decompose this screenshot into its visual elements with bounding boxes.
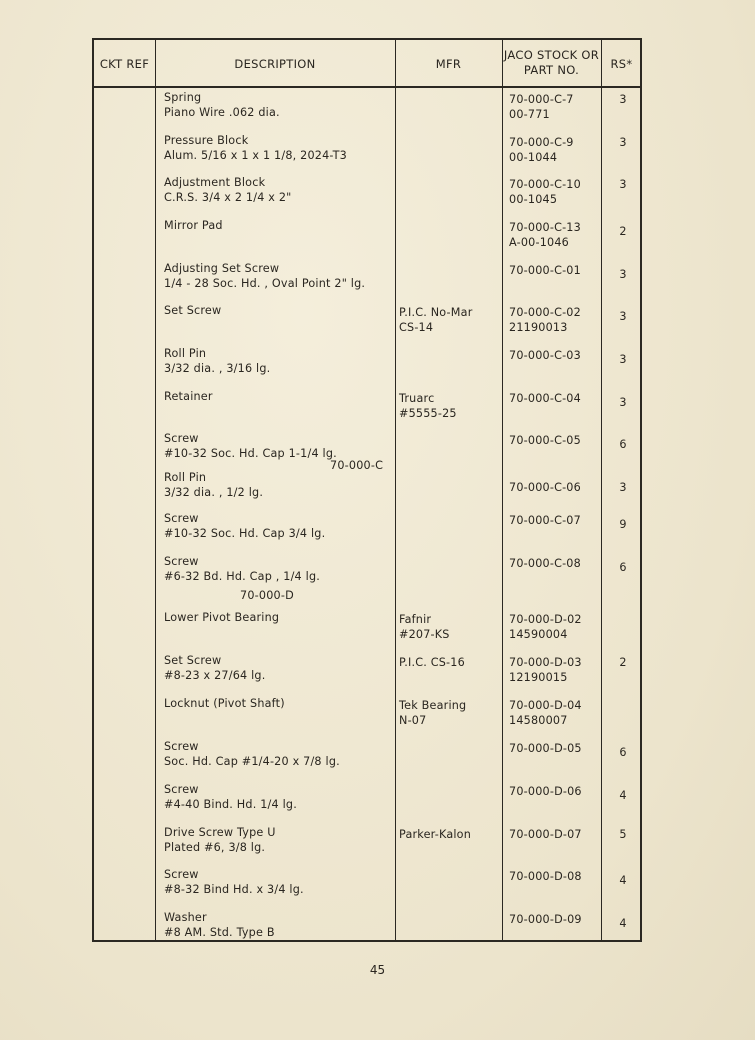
description-line1: Adjusting Set Screw: [164, 262, 280, 275]
description-line2: 3/32 dia. , 1/2 lg.: [164, 486, 264, 499]
description-line1: Spring: [164, 91, 202, 104]
alt-part-number: 12190015: [509, 671, 568, 684]
rs-quantity: 6: [619, 746, 627, 759]
rs-quantity: 4: [619, 789, 627, 802]
rs-quantity: 3: [619, 93, 627, 106]
description-line2: Piano Wire .062 dia.: [164, 106, 280, 119]
description-line1: Drive Screw Type U: [164, 826, 276, 839]
header-part-line2: PART NO.: [523, 63, 580, 77]
part-number: 70-000-D-03: [509, 656, 582, 669]
part-number: 70-000-C-05: [509, 434, 581, 447]
description-line1: Screw: [164, 555, 199, 568]
description-line1: Roll Pin: [164, 347, 207, 360]
part-number: 70-000-C-13: [509, 221, 581, 234]
header-divider: [94, 86, 640, 88]
description-line2: C.R.S. 3/4 x 2 1/4 x 2": [164, 191, 292, 204]
manufacturer-line1: P.I.C. No-Mar: [399, 306, 473, 319]
rs-quantity: 9: [619, 518, 627, 531]
part-number: 70-000-C-9: [509, 136, 574, 149]
part-number: 70-000-C-02: [509, 306, 581, 319]
alt-part-number: 00-1045: [509, 193, 558, 206]
description-line2: 1/4 - 28 Soc. Hd. , Oval Point 2" lg.: [164, 277, 366, 290]
part-number: 70-000-D-07: [509, 828, 582, 841]
header-mfr: MFR: [435, 57, 462, 71]
group-label-c: 70-000-C: [330, 459, 384, 472]
description-line1: Mirror Pad: [164, 219, 223, 232]
column-divider: [395, 40, 396, 940]
description-line1: Set Screw: [164, 654, 222, 667]
description-line2: #10-32 Soc. Hd. Cap 3/4 lg.: [164, 527, 326, 540]
manufacturer-line1: Parker-Kalon: [399, 828, 472, 841]
manufacturer-line2: #207-KS: [399, 628, 450, 641]
rs-quantity: 3: [619, 310, 627, 323]
description-line1: Screw: [164, 432, 199, 445]
rs-quantity: 3: [619, 481, 627, 494]
alt-part-number: 21190013: [509, 321, 568, 334]
header-part-line1: JACO STOCK OR: [503, 48, 600, 62]
header-ckt-ref: CKT REF: [99, 57, 150, 71]
description-line1: Pressure Block: [164, 134, 249, 147]
part-number: 70-000-C-10: [509, 178, 581, 191]
rs-quantity: 4: [619, 917, 627, 930]
rs-quantity: 5: [619, 828, 627, 841]
description-line1: Adjustment Block: [164, 176, 266, 189]
manufacturer-line1: Fafnir: [399, 613, 432, 626]
part-number: 70-000-C-01: [509, 264, 581, 277]
description-line2: #8-32 Bind Hd. x 3/4 lg.: [164, 883, 304, 896]
description-line2: #4-40 Bind. Hd. 1/4 lg.: [164, 798, 297, 811]
parts-table: [92, 38, 642, 942]
part-number: 70-000-D-02: [509, 613, 582, 626]
part-number: 70-000-C-03: [509, 349, 581, 362]
rs-quantity: 3: [619, 396, 627, 409]
rs-quantity: 2: [619, 656, 627, 669]
manufacturer-line2: CS-14: [399, 321, 434, 334]
description-line2: #10-32 Soc. Hd. Cap 1-1/4 lg.: [164, 447, 337, 460]
part-number: 70-000-C-08: [509, 557, 581, 570]
description-line2: #8 AM. Std. Type B: [164, 926, 275, 939]
part-number: 70-000-C-7: [509, 93, 574, 106]
header-description: DESCRIPTION: [234, 57, 316, 71]
page-number: 45: [369, 963, 386, 977]
part-number: 70-000-C-07: [509, 514, 581, 527]
manufacturer-line2: N-07: [399, 714, 427, 727]
manufacturer-line2: #5555-25: [399, 407, 457, 420]
description-line1: Set Screw: [164, 304, 222, 317]
description-line1: Washer: [164, 911, 207, 924]
description-line2: #8-23 x 27/64 lg.: [164, 669, 266, 682]
rs-quantity: 6: [619, 561, 627, 574]
description-line2: #6-32 Bd. Hd. Cap , 1/4 lg.: [164, 570, 320, 583]
part-number: 70-000-D-08: [509, 870, 582, 883]
rs-quantity: 3: [619, 136, 627, 149]
part-number: 70-000-D-09: [509, 913, 582, 926]
alt-part-number: 00-771: [509, 108, 550, 121]
description-line1: Screw: [164, 512, 199, 525]
alt-part-number: 00-1044: [509, 151, 558, 164]
description-line1: Screw: [164, 783, 199, 796]
description-line1: Screw: [164, 740, 199, 753]
rs-quantity: 6: [619, 438, 627, 451]
rs-quantity: 3: [619, 178, 627, 191]
rs-quantity: 3: [619, 268, 627, 281]
manufacturer-line1: Truarc: [399, 392, 435, 405]
alt-part-number: 14590004: [509, 628, 568, 641]
part-number: 70-000-D-05: [509, 742, 582, 755]
description-line2: Plated #6, 3/8 lg.: [164, 841, 266, 854]
rs-quantity: 4: [619, 874, 627, 887]
part-number: 70-000-C-06: [509, 481, 581, 494]
alt-part-number: 14580007: [509, 714, 568, 727]
description-line1: Retainer: [164, 390, 213, 403]
part-number: 70-000-D-04: [509, 699, 582, 712]
column-divider: [155, 40, 156, 940]
header-rs: RS*: [610, 57, 633, 71]
description-line1: Locknut (Pivot Shaft): [164, 697, 285, 710]
description-line1: Screw: [164, 868, 199, 881]
part-number: 70-000-D-06: [509, 785, 582, 798]
rs-quantity: 2: [619, 225, 627, 238]
alt-part-number: A-00-1046: [509, 236, 569, 249]
description-line2: Soc. Hd. Cap #1/4-20 x 7/8 lg.: [164, 755, 340, 768]
group-label-d: 70-000-D: [240, 589, 294, 602]
part-number: 70-000-C-04: [509, 392, 581, 405]
description-line1: Roll Pin: [164, 471, 207, 484]
description-line2: 3/32 dia. , 3/16 lg.: [164, 362, 271, 375]
column-divider: [502, 40, 503, 940]
manufacturer-line1: Tek Bearing: [399, 699, 467, 712]
description-line1: Lower Pivot Bearing: [164, 611, 280, 624]
rs-quantity: 3: [619, 353, 627, 366]
manufacturer-line1: P.I.C. CS-16: [399, 656, 465, 669]
column-divider: [601, 40, 602, 940]
description-line2: Alum. 5/16 x 1 x 1 1/8, 2024-T3: [164, 149, 347, 162]
